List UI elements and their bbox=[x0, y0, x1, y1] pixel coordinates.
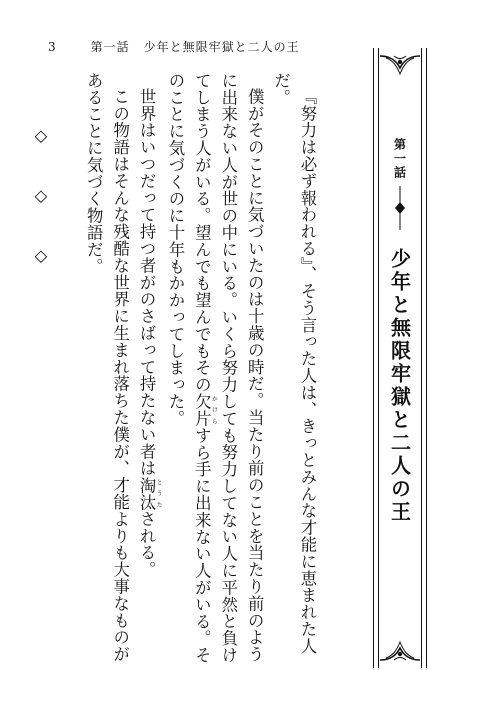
divider-diamond-icon bbox=[393, 186, 407, 230]
blank-line bbox=[53, 72, 79, 672]
running-header bbox=[48, 38, 300, 55]
paragraph-4 bbox=[80, 72, 133, 672]
scene-separator: ◇◇◇ bbox=[31, 126, 51, 307]
ruby-kakera-reading: かけら bbox=[210, 393, 218, 427]
blank-line-2 bbox=[1, 72, 27, 672]
top-ornament-icon bbox=[378, 54, 422, 78]
paragraph-4-text: この物語はそんな残酷な世界に生まれ落ちた僕が、才能よりも大事なものがあることに気づく物語だ。 bbox=[84, 72, 130, 663]
header-chapter-title: 少年と無限牢獄と二人の王 bbox=[143, 40, 300, 54]
bottom-ornament-icon bbox=[378, 638, 422, 662]
chapter-label: 第一話 bbox=[392, 138, 407, 180]
paragraph-1 bbox=[267, 72, 320, 672]
dialogue-line bbox=[0, 72, 1, 672]
ruby-kakera bbox=[192, 393, 218, 427]
paragraph-2-text-b: すら手に出来ない人がいる。そのことに気づくのに十年もかかってしまった。 bbox=[165, 72, 212, 664]
ruby-touta bbox=[137, 477, 163, 511]
paragraph-3 bbox=[133, 72, 162, 672]
ruby-kakera-base: 欠片 bbox=[192, 393, 212, 427]
paragraph-2-text-a: 僕がそのことに気づいたのは十歳の時だ。当たり前のことを当たり前のように出来ない人が世の中にいる。いくら努力しても努力してない人に平然と負けてしまう人がいる。望んでも望んでもその bbox=[192, 72, 265, 664]
ruby-touta-reading: とうた bbox=[155, 477, 163, 511]
paragraph-3-text-b: される。 bbox=[137, 510, 157, 579]
chapter-title-panel bbox=[373, 48, 427, 668]
header-chapter-label: 第一話 bbox=[90, 40, 130, 54]
ruby-touta-base: 淘汰 bbox=[137, 477, 157, 511]
chapter-title: 少年と無限牢獄と二人の王 bbox=[387, 248, 412, 524]
body-text bbox=[31, 72, 320, 672]
paragraph-1-text: 『努力は必ず報われる』、そう言った人は、きっとみんな才能に恵まれた人だ。 bbox=[271, 72, 317, 655]
paragraph-3-text-a: 世界はいつだって持つ者がのさばって持たない者は bbox=[137, 88, 157, 478]
paragraph-2 bbox=[162, 72, 268, 672]
page-number: 3 bbox=[48, 40, 57, 54]
